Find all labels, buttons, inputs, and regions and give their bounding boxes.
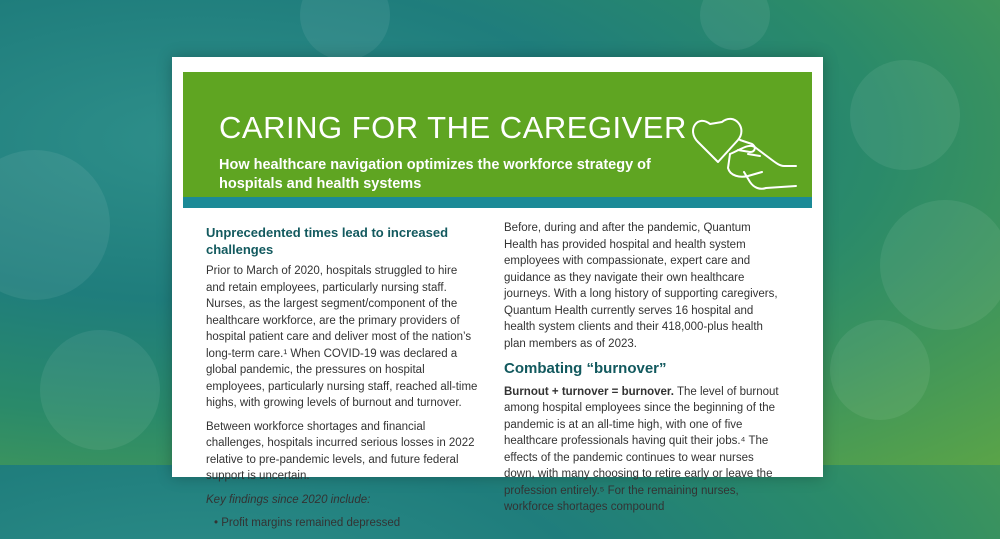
hand-holding-heart-icon bbox=[688, 110, 798, 195]
document-subtitle: How healthcare navigation optimizes the workforce strategy of hospitals and health systems bbox=[219, 157, 651, 192]
banner-accent-stripe bbox=[183, 197, 812, 208]
background-bokeh bbox=[40, 330, 160, 450]
document-page bbox=[172, 57, 823, 529]
section-heading-burnover: Combating “burnover” bbox=[504, 360, 667, 377]
key-findings-label: Key findings since 2020 include: bbox=[206, 493, 371, 506]
document-title: CARING FOR THE CAREGIVER bbox=[219, 110, 687, 145]
paragraph bbox=[504, 384, 784, 516]
paragraph: Prior to March of 2020, hospitals struggled to hire and retain employees, particularly nursing staff. Nurses, as the largest segment/component of the healthcare workforce, are the primary providers of hospital patient care and deliver most of the nation’s long-term care.¹ When COVID-19 was declared a global pandemic, the pressures on hospital employees, particularly nursing staff, reached all-time highs, with growing levels of burnout and turnover. bbox=[206, 265, 478, 409]
paragraph: Between workforce shortages and financial challenges, hospitals incurred serious losses in 2022 relative to pre-pandemic levels, and future federal support is uncertain. bbox=[206, 420, 475, 482]
section-heading-challenges: Unprecedented times lead to increased challenges bbox=[206, 225, 449, 257]
right-column bbox=[504, 220, 784, 523]
paragraph-lead: Burnout + turnover = burnover. bbox=[504, 385, 674, 398]
background-bokeh bbox=[850, 60, 960, 170]
background-bokeh bbox=[700, 0, 770, 50]
background-bokeh bbox=[0, 150, 110, 300]
list-item: • Profit margins remained depressed bbox=[214, 517, 401, 529]
paragraph-body: The level of burnout among hospital employees since the beginning of the pandemic is at an all-time high, with one of five healthcare professionals having quit their jobs.⁴ The effects of the pandemic continues to wear nurses down, with many choosing to retire early or leave the profession entirely.⁵ For the remaining nurses, workforce shortages compound bbox=[504, 385, 779, 513]
left-column bbox=[206, 225, 478, 539]
background-bokeh bbox=[830, 320, 930, 420]
background-bokeh bbox=[880, 200, 1000, 330]
title-banner bbox=[183, 72, 812, 197]
background-bokeh bbox=[300, 0, 390, 60]
paragraph: Before, during and after the pandemic, Quantum Health has provided hospital and health system employees with compassionate, expert care and guidance as they navigate their own healthcare journeys. With a long history of supporting caregivers, Quantum Health currently serves 16 hospital and health system clients and their 418,000-plus health plan members as of 2023. bbox=[504, 222, 778, 350]
